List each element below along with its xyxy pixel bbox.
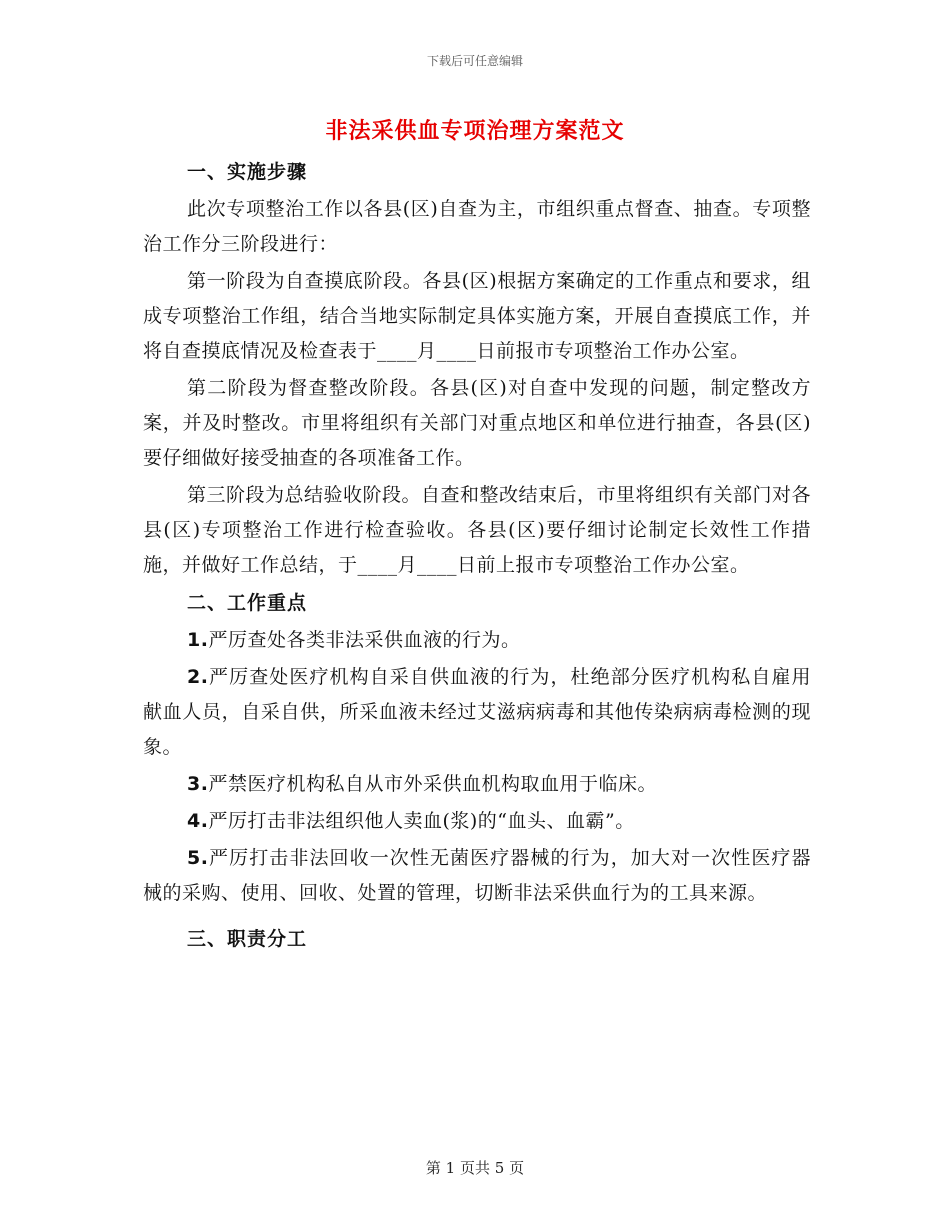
paragraph-intro: 此次专项整治工作以各县(区)自查为主，市组织重点督查、抽查。专项整治工作分三阶段进行： bbox=[143, 198, 811, 255]
list-item-text: 严厉打击非法回收一次性无菌医疗器械的行为，加大对一次性医疗器械的采购、使用、回收、处置的管理，切断非法采供血行为的工具来源。 bbox=[143, 847, 811, 904]
list-item-text: 严厉查处各类非法采供血液的行为。 bbox=[208, 629, 521, 651]
list-item-text: 严禁医疗机构私自从市外采供血机构取血用于临床。 bbox=[208, 773, 657, 795]
list-item bbox=[143, 660, 811, 765]
page-footer: 第 1 页共 5 页 bbox=[425, 1159, 525, 1177]
section-heading-focus: 二、工作重点 bbox=[187, 592, 308, 614]
document-title: 非法采供血专项治理方案范文 bbox=[325, 119, 625, 144]
list-item-number: 4. bbox=[187, 810, 209, 832]
paragraph-phase-2: 第二阶段为督查整改阶段。各县(区)对自查中发现的问题，制定整改方案，并及时整改。市里将组织有关部门对重点地区和单位进行抽查，各县(区)要仔细做好接受抽查的各项准备工作。 bbox=[143, 377, 811, 469]
list-item-number: 3. bbox=[187, 773, 209, 795]
list-item-text: 严厉打击非法组织他人卖血(浆)的“血头、血霸”。 bbox=[208, 810, 635, 832]
list-item-number: 2. bbox=[187, 666, 209, 688]
list-item bbox=[143, 841, 811, 911]
document-body bbox=[143, 152, 811, 959]
list-item-text: 严厉查处医疗机构自采自供血液的行为，杜绝部分医疗机构私自雇用献血人员，自采自供，所采血液未经过艾滋病病毒和其他传染病病毒检测的现象。 bbox=[143, 666, 811, 758]
paragraph-phase-1: 第一阶段为自查摸底阶段。各县(区)根据方案确定的工作重点和要求，组成专项整治工作组，结合当地实际制定具体实施方案，开展自查摸底工作，并将自查摸底情况及检查表于____月____日前报市专项整治工作办公室。 bbox=[143, 270, 811, 362]
list-item bbox=[143, 623, 811, 658]
list-item bbox=[143, 804, 811, 839]
list-item-number: 1. bbox=[187, 629, 209, 651]
paragraph-phase-3: 第三阶段为总结验收阶段。自查和整改结束后，市里将组织有关部门对各县(区)专项整治工作进行检查验收。各县(区)要仔细讨论制定长效性工作措施，并做好工作总结，于____月____日前上报市专项整治工作办公室。 bbox=[143, 484, 812, 576]
page-header: 下载后可任意编辑 bbox=[426, 54, 523, 68]
list-item-number: 5. bbox=[187, 847, 209, 869]
section-heading-steps: 一、实施步骤 bbox=[187, 161, 308, 183]
section-heading-duties: 三、职责分工 bbox=[187, 928, 308, 950]
list-item bbox=[143, 767, 811, 802]
